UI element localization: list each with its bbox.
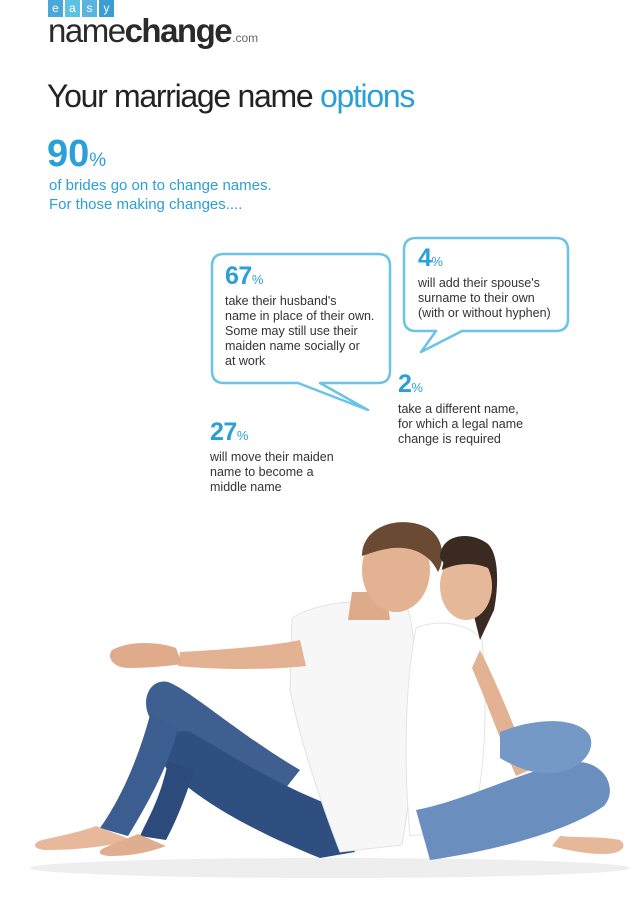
stat-67-line: Some may still use their [225,324,358,338]
stat-67-line: take their husband's [225,294,337,308]
stat-2 [398,370,523,447]
stat-67-number [225,262,374,294]
logo-tile-e: e [48,0,63,17]
logo-tile-a: a [65,0,80,17]
stat-4-text [418,276,551,321]
stat-27-unit: % [236,428,248,443]
stat-67 [225,262,374,369]
stat-67-line: name in place of their own. [225,309,375,323]
stat-2-unit: % [411,380,423,395]
stat-67-value: 67 [225,262,252,290]
stat-27 [210,418,334,495]
headline-value: 90 [47,133,90,175]
stat-4-unit: % [431,254,443,269]
headline-line-2: For those making changes.... [49,196,243,213]
logo-tile-s: s [82,0,97,17]
stat-4-value: 4 [418,244,432,272]
stat-67-line: at work [225,354,266,368]
logo-name-bold: change [124,12,232,49]
headline-line-1: of brides go on to change names. [49,177,272,194]
title-main: Your marriage name [47,78,320,114]
stat-67-line: maiden name socially or [225,339,360,353]
stat-27-text [210,450,334,495]
logo-name-light: name [48,12,125,49]
stat-2-line: for which a legal name [398,417,524,431]
stat-2-line: change is required [398,432,501,446]
headline-unit: % [89,150,107,171]
stat-4-number [418,244,551,276]
stat-4 [418,244,551,321]
stat-2-line: take a different name, [398,402,519,416]
stat-27-number [210,418,334,450]
stat-2-value: 2 [398,370,412,398]
stat-4-line: (with or without hyphen) [418,306,551,320]
logo-domain: .com [232,31,259,45]
stat-2-text [398,402,523,447]
stat-67-unit: % [251,272,263,287]
stat-27-line: name to become a [210,465,314,479]
stat-27-value: 27 [210,418,237,446]
title-accent: options [319,78,415,114]
logo-tile-y: y [99,0,114,17]
stat-27-line: will move their maiden [210,450,334,464]
stat-4-line: will add their spouse's [418,276,540,290]
couple-photo [0,500,639,900]
stat-67-text [225,294,374,369]
stat-4-line: surname to their own [418,291,535,305]
stat-27-line: middle name [210,480,282,494]
stat-2-number [398,370,523,402]
